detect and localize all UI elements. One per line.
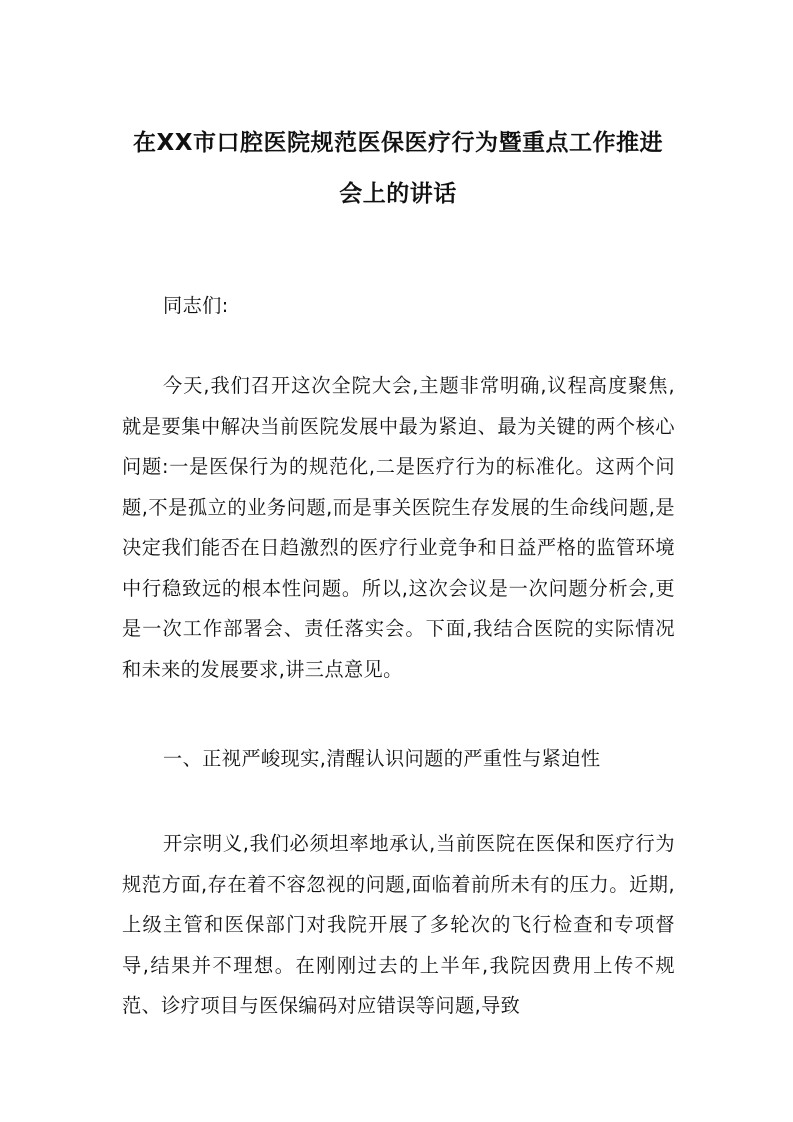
salutation: 同志们: [163, 294, 229, 317]
section-heading-1: 一、正视严峻现实,清醒认识问题的严重性与紧迫性 [163, 747, 601, 770]
paragraph-intro: 今天,我们召开这次全院大会,主题非常明确,议程高度聚焦,就是要集中解决当前医院发展中最为紧迫、最为关键的两个核心问题:一是医保行为的规范化,二是医疗行为的标准化。这两个问题,不是孤立的业务问题,而是事关医院生存发展的生命线问题,是决定我们能否在日趋激烈的医疗行业竞争和日益严格的监管环境中行稳致远的根本性问题。所以,这次会议是一次问题分析会,更是一次工作部署会、责任落实会。下面,我结合医院的实际情况和未来的发展要求,讲三点意见。 [122, 374, 675, 681]
document-title-line-2: 会上的讲话 [339, 181, 457, 207]
document-title-line-1: 在XX市口腔医院规范医保医疗行为暨重点工作推进 [133, 130, 663, 156]
paragraph-section-1: 开宗明义,我们必须坦率地承认,当前医院在医保和医疗行为规范方面,存在着不容忽视的问题,面临着前所未有的压力。近期,上级主管和医保部门对我院开展了多轮次的飞行检查和专项督导,结果并不理想。在刚刚过去的上半年,我院因费用上传不规范、诊疗项目与医保编码对应错误等问题,导致 [122, 832, 675, 1017]
